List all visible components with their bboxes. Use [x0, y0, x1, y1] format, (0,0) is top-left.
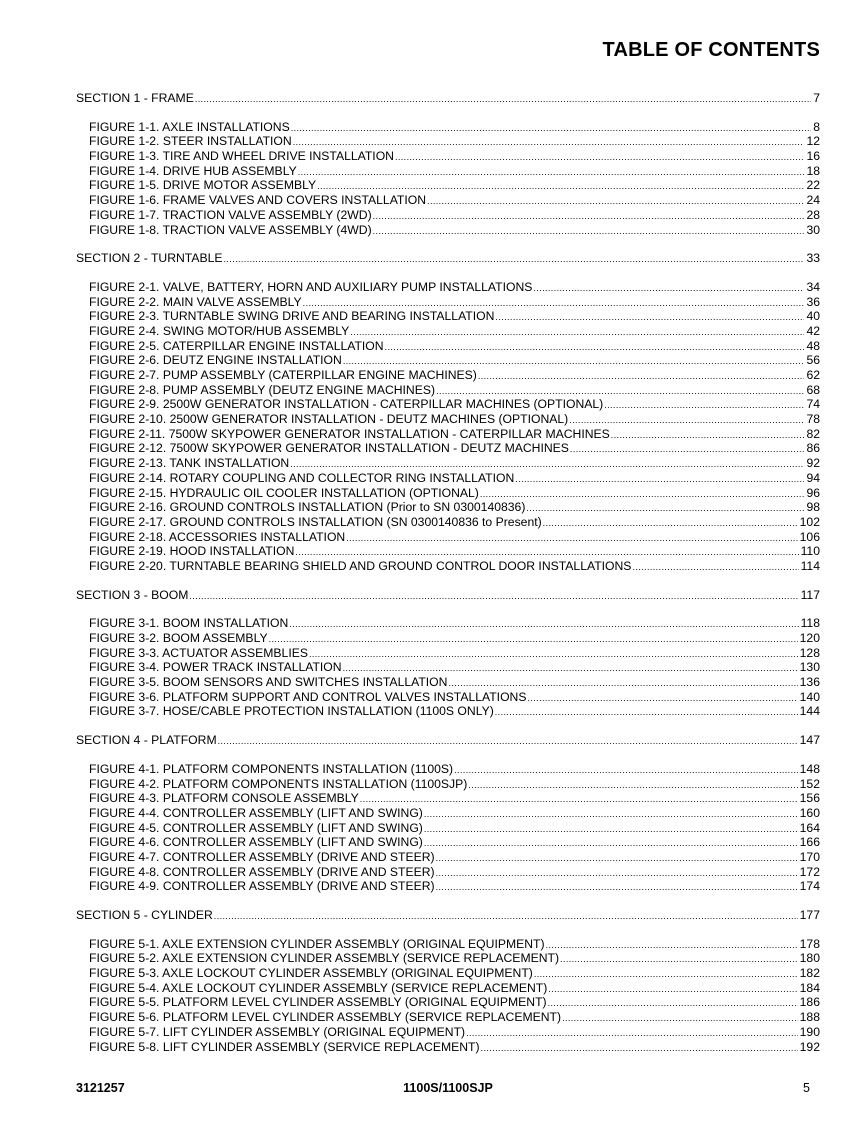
toc-figure-entry-label: FIGURE 3-5. BOOM SENSORS AND SWITCHES INSTALLATION — [89, 675, 448, 690]
toc-figure-entry-label: FIGURE 3-4. POWER TRACK INSTALLATION — [89, 660, 342, 675]
toc-figure-entry[interactable] — [76, 951, 820, 966]
dot-leader — [495, 310, 804, 325]
toc-figure-entry-label: FIGURE 5-2. AXLE EXTENSION CYLINDER ASSEMBLY (SERVICE REPLACEMENT) — [89, 951, 560, 966]
toc-figure-entry-page: 118 — [800, 616, 820, 631]
doc-number: 3121257 — [76, 1081, 125, 1095]
toc-figure-entry[interactable] — [76, 821, 820, 836]
toc-figure-entry[interactable] — [76, 675, 820, 690]
toc-figure-entry[interactable] — [76, 690, 820, 705]
toc-figure-entry-label: FIGURE 2-6. DEUTZ ENGINE INSTALLATION — [89, 353, 342, 368]
toc-figure-entry-label: FIGURE 4-9. CONTROLLER ASSEMBLY (DRIVE AND STEER) — [89, 879, 435, 894]
toc-figure-entry[interactable] — [76, 879, 820, 894]
dot-leader — [436, 851, 798, 866]
toc-figure-entry[interactable] — [76, 208, 820, 223]
toc-figure-entry-page: 160 — [799, 805, 820, 820]
toc-section-entry-label: SECTION 2 - TURNTABLE — [76, 251, 223, 266]
toc-figure-entry-page: 192 — [799, 1039, 820, 1054]
toc-figure-entry-label: FIGURE 2-17. GROUND CONTROLS INSTALLATION (SN 0300140836 to Present) — [89, 514, 542, 529]
toc-figure-entry-page: 94 — [806, 470, 820, 485]
toc-figure-entry-page: 56 — [806, 353, 820, 368]
toc-figure-entry[interactable] — [76, 937, 820, 952]
dot-leader — [385, 340, 805, 355]
toc-figure-entry-page: 8 — [813, 119, 820, 134]
toc-figure-entry-page: 182 — [799, 966, 820, 981]
toc-figure-entry[interactable] — [76, 631, 820, 646]
toc-figure-entry-page: 130 — [799, 660, 820, 675]
toc-figure-entry-page: 86 — [806, 441, 820, 456]
dot-leader — [436, 880, 798, 895]
toc-figure-entry[interactable] — [76, 471, 820, 486]
toc-figure-entry-page: 92 — [806, 456, 820, 471]
toc-section-entry[interactable] — [76, 588, 820, 603]
dot-leader — [350, 325, 804, 340]
toc-figure-entry[interactable] — [76, 777, 820, 792]
toc-figure-entry-label: FIGURE 4-1. PLATFORM COMPONENTS INSTALLATION (1100S) — [89, 761, 454, 776]
toc-figure-entry-label: FIGURE 2-10. 2500W GENERATOR INSTALLATION - DEUTZ MACHINES (OPTIONAL) — [89, 412, 569, 427]
toc-figure-entry-page: 172 — [799, 864, 820, 879]
toc-figure-entry-label: FIGURE 2-19. HOOD INSTALLATION — [89, 544, 295, 559]
toc-figure-entry-label: FIGURE 2-15. HYDRAULIC OIL COOLER INSTALLATION (OPTIONAL) — [89, 485, 479, 500]
toc-section-entry-label: SECTION 3 - BOOM — [76, 587, 189, 602]
toc-figure-entry-page: 156 — [799, 791, 820, 806]
toc-figure-entry[interactable] — [76, 120, 820, 135]
toc-figure-entry-page: 74 — [806, 397, 820, 412]
dot-leader — [269, 632, 798, 647]
toc-figure-entry[interactable] — [76, 995, 820, 1010]
toc-figure-entry-page: 164 — [799, 820, 820, 835]
toc-figure-entry[interactable] — [76, 1040, 820, 1055]
toc-section — [76, 908, 820, 1054]
toc-section-entry-page: 147 — [799, 733, 820, 748]
toc-section-entry-label: SECTION 4 - PLATFORM — [76, 733, 217, 748]
toc-figure-entry[interactable] — [76, 806, 820, 821]
toc-figure-entry[interactable] — [76, 397, 820, 412]
toc-figure-entry[interactable] — [76, 368, 820, 383]
toc-figure-entry-page: 22 — [806, 178, 820, 193]
dot-leader — [291, 121, 812, 136]
dot-leader — [548, 996, 798, 1011]
toc-figure-entry-page: 28 — [806, 207, 820, 222]
toc-figure-entry-page: 174 — [799, 879, 820, 894]
dot-leader — [343, 661, 798, 676]
toc-figure-entry[interactable] — [76, 791, 820, 806]
toc-section-entry[interactable] — [76, 908, 820, 923]
toc-figure-entry-page: 152 — [799, 776, 820, 791]
dot-leader — [298, 165, 805, 180]
toc-figure-entry[interactable] — [76, 704, 820, 719]
toc-figure-entry-page: 30 — [806, 222, 820, 237]
toc-figure-entry-label: FIGURE 1-3. TIRE AND WHEEL DRIVE INSTALLATION — [89, 149, 394, 164]
dot-leader — [427, 194, 804, 209]
toc-section-entry[interactable] — [76, 733, 820, 748]
dot-leader — [546, 938, 798, 953]
toc-figure-entry-page: 190 — [799, 1024, 820, 1039]
toc-section-entry-label: SECTION 5 - CYLINDER — [76, 908, 213, 922]
dot-leader — [189, 589, 798, 604]
dot-leader — [534, 967, 798, 982]
dot-leader — [317, 179, 804, 194]
toc-figure-entry[interactable] — [76, 383, 820, 398]
dot-leader — [454, 763, 798, 778]
dot-leader — [395, 150, 804, 165]
dot-leader — [533, 281, 804, 296]
toc-figure-entry-label: FIGURE 1-6. FRAME VALVES AND COVERS INSTALLATION — [89, 193, 427, 208]
toc-figure-entry-page: 106 — [799, 529, 820, 544]
toc-figure-entry-page: 128 — [799, 645, 820, 660]
toc-figure-entry-label: FIGURE 4-5. CONTROLLER ASSEMBLY (LIFT AND SWING) — [89, 820, 423, 835]
toc-figure-entry-label: FIGURE 5-4. AXLE LOCKOUT CYLINDER ASSEMBLY (SERVICE REPLACEMENT) — [89, 980, 548, 995]
toc-figure-entry-label: FIGURE 3-3. ACTUATOR ASSEMBLIES — [89, 645, 308, 660]
dot-leader — [214, 909, 798, 924]
toc-figure-entry[interactable] — [76, 456, 820, 471]
toc-figure-entry-label: FIGURE 3-6. PLATFORM SUPPORT AND CONTROL VALVES INSTALLATIONS — [89, 689, 527, 704]
toc-figure-entry[interactable] — [76, 280, 820, 295]
dot-leader — [526, 501, 804, 516]
dot-leader — [373, 209, 805, 224]
dot-leader — [466, 1026, 798, 1041]
dot-leader — [562, 1011, 798, 1026]
dot-leader — [309, 647, 798, 662]
toc-figure-entry-page: 36 — [806, 294, 820, 309]
toc-figure-entry-label: FIGURE 3-7. HOSE/CABLE PROTECTION INSTALLATION (1100S ONLY) — [89, 704, 494, 719]
dot-leader — [346, 531, 797, 546]
toc-figure-entry-page: 68 — [806, 382, 820, 397]
dot-leader — [436, 866, 798, 881]
toc-figure-entry[interactable] — [76, 427, 820, 442]
dot-leader — [632, 560, 798, 575]
toc-figure-entry[interactable] — [76, 164, 820, 179]
toc-section — [76, 588, 820, 720]
toc-section — [76, 733, 820, 894]
toc-figure-entry[interactable] — [76, 515, 820, 530]
toc-figure-entry-label: FIGURE 1-2. STEER INSTALLATION — [89, 134, 292, 149]
dot-leader — [468, 778, 797, 793]
page-title: TABLE OF CONTENTS — [602, 39, 820, 61]
toc-figure-entry[interactable] — [76, 660, 820, 675]
toc-figure-entry-label: FIGURE 4-8. CONTROLLER ASSEMBLY (DRIVE AND STEER) — [89, 864, 435, 879]
dot-leader — [343, 354, 805, 369]
toc-figure-entry[interactable] — [76, 530, 820, 545]
toc-section-entry-label: SECTION 1 - FRAME — [76, 91, 194, 105]
toc-figure-entry-page: 96 — [806, 485, 820, 500]
toc-figure-entry[interactable] — [76, 500, 820, 515]
toc-figure-entry-label: FIGURE 2-16. GROUND CONTROLS INSTALLATION (Prior to SN 0300140836) — [89, 500, 526, 515]
toc-figure-entry[interactable] — [76, 850, 820, 865]
toc-figure-entry[interactable] — [76, 295, 820, 310]
toc-figure-entry-label: FIGURE 2-12. 7500W SKYPOWER GENERATOR INSTALLATION - DEUTZ MACHINES — [89, 441, 569, 456]
dot-leader — [543, 516, 798, 531]
toc-figure-entry-label: FIGURE 2-20. TURNTABLE BEARING SHIELD AND GROUND CONTROL DOOR INSTALLATIONS — [89, 558, 632, 573]
toc-figure-entry-label: FIGURE 2-1. VALVE, BATTERY, HORN AND AUXILIARY PUMP INSTALLATIONS — [89, 279, 533, 294]
model-name: 1100S/1100SJP — [403, 1081, 493, 1095]
dot-leader — [195, 92, 811, 107]
toc-figure-entry[interactable] — [76, 149, 820, 164]
toc-figure-entry-page: 12 — [806, 134, 820, 149]
page-footer — [76, 1081, 820, 1099]
toc-figure-entry-page: 144 — [799, 704, 820, 719]
toc-figure-entry-label: FIGURE 4-7. CONTROLLER ASSEMBLY (DRIVE AND STEER) — [89, 849, 435, 864]
toc-figure-entry[interactable] — [76, 762, 820, 777]
toc-figure-entry-label: FIGURE 2-5. CATERPILLAR ENGINE INSTALLATION — [89, 338, 384, 353]
toc-figure-entry-page: 188 — [799, 1010, 820, 1025]
toc-figure-entry-label: FIGURE 4-4. CONTROLLER ASSEMBLY (LIFT AND SWING) — [89, 805, 423, 820]
toc-figure-entry-label: FIGURE 1-8. TRACTION VALVE ASSEMBLY (4WD) — [89, 222, 372, 237]
toc-figure-entry-label: FIGURE 2-3. TURNTABLE SWING DRIVE AND BEARING INSTALLATION — [89, 309, 495, 324]
dot-leader — [495, 705, 798, 720]
toc-figure-entry-page: 114 — [800, 558, 820, 573]
toc-figure-entry-page: 170 — [799, 849, 820, 864]
table-of-contents — [76, 91, 820, 1068]
toc-figure-entry[interactable] — [76, 646, 820, 661]
toc-section-entry[interactable] — [76, 251, 820, 266]
toc-section-entry-page: 7 — [813, 91, 820, 105]
dot-leader — [569, 413, 804, 428]
toc-figure-entry[interactable] — [76, 835, 820, 850]
dot-leader — [480, 487, 805, 502]
toc-figure-entry[interactable] — [76, 339, 820, 354]
toc-figure-entry[interactable] — [76, 324, 820, 339]
toc-figure-entry[interactable] — [76, 559, 820, 574]
toc-figure-entry-label: FIGURE 5-5. PLATFORM LEVEL CYLINDER ASSEMBLY (ORIGINAL EQUIPMENT) — [89, 995, 547, 1010]
toc-figure-entry-page: 16 — [806, 149, 820, 164]
dot-leader — [436, 384, 804, 399]
toc-figure-entry-page: 40 — [806, 309, 820, 324]
toc-figure-entry[interactable] — [76, 412, 820, 427]
toc-figure-entry-page: 120 — [799, 631, 820, 645]
toc-figure-entry-label: FIGURE 3-2. BOOM ASSEMBLY — [89, 631, 268, 645]
dot-leader — [303, 296, 805, 311]
dot-leader — [515, 472, 804, 487]
dot-leader — [478, 369, 805, 384]
toc-figure-entry-label: FIGURE 5-3. AXLE LOCKOUT CYLINDER ASSEMBLY (ORIGINAL EQUIPMENT) — [89, 966, 533, 981]
dot-leader — [560, 952, 798, 967]
toc-figure-entry-page: 186 — [799, 995, 820, 1010]
toc-figure-entry[interactable] — [76, 486, 820, 501]
toc-section — [76, 251, 820, 573]
dot-leader — [290, 457, 804, 472]
toc-figure-entry[interactable] — [76, 134, 820, 149]
toc-figure-entry[interactable] — [76, 966, 820, 981]
toc-figure-entry-label: FIGURE 2-13. TANK INSTALLATION — [89, 456, 290, 471]
toc-figure-entry-label: FIGURE 2-2. MAIN VALVE ASSEMBLY — [89, 294, 302, 309]
dot-leader — [295, 545, 798, 560]
dot-leader — [604, 398, 804, 413]
toc-figure-entry-page: 34 — [806, 279, 820, 294]
toc-figure-entry-label: FIGURE 5-6. PLATFORM LEVEL CYLINDER ASSEMBLY (SERVICE REPLACEMENT) — [89, 1010, 562, 1025]
toc-figure-entry-page: 62 — [806, 368, 820, 382]
toc-figure-entry-label: FIGURE 4-3. PLATFORM CONSOLE ASSEMBLY — [89, 791, 359, 806]
toc-figure-entry-label: FIGURE 2-14. ROTARY COUPLING AND COLLECTOR RING INSTALLATION — [89, 470, 515, 485]
dot-leader — [360, 792, 798, 807]
dot-leader — [224, 252, 805, 267]
toc-figure-entry-page: 42 — [806, 323, 820, 338]
toc-figure-entry[interactable] — [76, 309, 820, 324]
toc-section-entry-page: 33 — [806, 251, 820, 266]
toc-figure-entry-label: FIGURE 2-18. ACCESSORIES INSTALLATION — [89, 529, 346, 544]
toc-figure-entry-page: 180 — [799, 951, 820, 966]
dot-leader — [611, 428, 805, 443]
toc-section-entry-page: 177 — [799, 908, 820, 922]
toc-figure-entry-label: FIGURE 1-7. TRACTION VALVE ASSEMBLY (2WD) — [89, 207, 372, 222]
dot-leader — [424, 822, 798, 837]
toc-figure-entry-page: 140 — [799, 689, 820, 704]
toc-figure-entry[interactable] — [76, 544, 820, 559]
toc-figure-entry-page: 178 — [799, 936, 820, 951]
toc-figure-entry-label: FIGURE 1-4. DRIVE HUB ASSEMBLY — [89, 163, 297, 178]
dot-leader — [548, 982, 797, 997]
dot-leader — [527, 691, 797, 706]
toc-figure-entry-label: FIGURE 5-1. AXLE EXTENSION CYLINDER ASSEMBLY (ORIGINAL EQUIPMENT) — [89, 936, 545, 951]
toc-figure-entry-page: 148 — [799, 761, 820, 776]
toc-figure-entry-label: FIGURE 4-6. CONTROLLER ASSEMBLY (LIFT AND SWING) — [89, 835, 423, 850]
toc-figure-entry[interactable] — [76, 1025, 820, 1040]
toc-figure-entry-label: FIGURE 2-9. 2500W GENERATOR INSTALLATION - CATERPILLAR MACHINES (OPTIONAL) — [89, 397, 604, 412]
toc-figure-entry-page: 82 — [806, 426, 820, 441]
toc-section — [76, 91, 820, 237]
dot-leader — [424, 807, 798, 822]
toc-figure-entry-page: 48 — [806, 338, 820, 353]
toc-figure-entry[interactable] — [76, 193, 820, 208]
dot-leader — [218, 734, 798, 749]
toc-figure-entry[interactable] — [76, 981, 820, 996]
toc-figure-entry[interactable] — [76, 616, 820, 631]
toc-figure-entry[interactable] — [76, 223, 820, 238]
toc-figure-entry[interactable] — [76, 353, 820, 368]
toc-figure-entry[interactable] — [76, 865, 820, 880]
toc-figure-entry[interactable] — [76, 441, 820, 456]
toc-figure-entry-label: FIGURE 1-1. AXLE INSTALLATIONS — [89, 119, 290, 134]
toc-figure-entry-label: FIGURE 3-1. BOOM INSTALLATION — [89, 616, 289, 631]
toc-figure-entry-label: FIGURE 2-11. 7500W SKYPOWER GENERATOR INSTALLATION - CATERPILLAR MACHINES — [89, 426, 610, 441]
toc-section-entry-page: 117 — [800, 587, 820, 602]
toc-section-entry[interactable] — [76, 91, 820, 106]
dot-leader — [481, 1041, 798, 1056]
toc-figure-entry-page: 18 — [806, 163, 820, 178]
toc-figure-entry-page: 102 — [799, 514, 820, 529]
toc-figure-entry-label: FIGURE 4-2. PLATFORM COMPONENTS INSTALLATION (1100SJP) — [89, 776, 468, 791]
dot-leader — [289, 617, 798, 632]
toc-figure-entry-page: 24 — [806, 193, 820, 208]
dot-leader — [293, 135, 805, 150]
toc-figure-entry-label: FIGURE 2-4. SWING MOTOR/HUB ASSEMBLY — [89, 323, 350, 338]
toc-figure-entry-label: FIGURE 5-7. LIFT CYLINDER ASSEMBLY (ORIGINAL EQUIPMENT) — [89, 1024, 466, 1039]
toc-figure-entry-page: 110 — [800, 544, 820, 559]
toc-figure-entry-page: 184 — [799, 980, 820, 995]
page-number: 5 — [803, 1081, 810, 1095]
toc-figure-entry-label: FIGURE 1-5. DRIVE MOTOR ASSEMBLY — [89, 178, 317, 193]
toc-figure-entry-label: FIGURE 2-7. PUMP ASSEMBLY (CATERPILLAR ENGINE MACHINES) — [89, 368, 477, 382]
toc-figure-entry[interactable] — [76, 178, 820, 193]
dot-leader — [570, 442, 805, 457]
dot-leader — [373, 224, 805, 239]
toc-figure-entry-page: 98 — [806, 500, 820, 515]
toc-figure-entry-page: 136 — [799, 675, 820, 690]
toc-figure-entry-label: FIGURE 2-8. PUMP ASSEMBLY (DEUTZ ENGINE MACHINES) — [89, 382, 436, 397]
dot-leader — [448, 676, 797, 691]
toc-figure-entry-page: 78 — [806, 412, 820, 427]
dot-leader — [424, 836, 798, 851]
toc-figure-entry-page: 166 — [799, 835, 820, 850]
toc-figure-entry-label: FIGURE 5-8. LIFT CYLINDER ASSEMBLY (SERVICE REPLACEMENT) — [89, 1039, 480, 1054]
toc-figure-entry[interactable] — [76, 1010, 820, 1025]
